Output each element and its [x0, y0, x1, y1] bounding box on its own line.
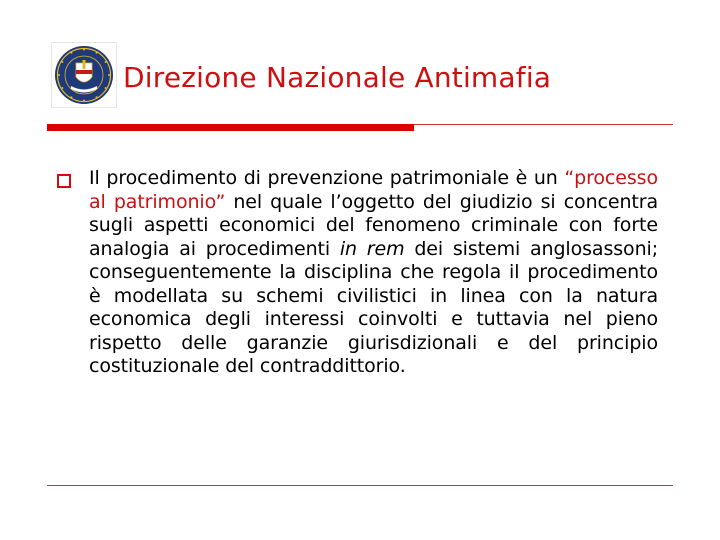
page-title: Direzione Nazionale Antimafia	[123, 61, 552, 94]
paragraph-quote-highlight: “processo al patrimonio”	[89, 167, 658, 213]
title-underline-thin	[414, 124, 673, 125]
paragraph-text-end: dei sistemi anglosassoni; conseguentemente la disciplina che regola il procedimento è modellata su schemi civilistici in linea con la natura economica degli interessi coinvolti e tuttavia nel pieno rispetto delle garanzie giurisdizionali e del principio costituzionale del contraddittorio.	[89, 237, 658, 377]
bullet-paragraph	[89, 167, 658, 379]
paragraph-italic-term: in rem	[339, 237, 405, 260]
paragraph-text-start: Il procedimento di prevenzione patrimoniale è un	[89, 167, 565, 189]
emblem-graphic	[52, 43, 116, 107]
emblem-sword	[83, 60, 86, 69]
emblem-shield-band	[76, 70, 92, 74]
footer-divider	[47, 485, 673, 486]
title-underline-red	[47, 124, 414, 131]
paragraph-text-middle: nel quale l’oggetto del giudizio si concentra sugli aspetti economici del fenomeno criminale con forte analogia ai procedimenti	[89, 190, 658, 260]
dna-emblem-icon	[52, 43, 116, 107]
hollow-square-bullet-icon	[57, 174, 71, 188]
